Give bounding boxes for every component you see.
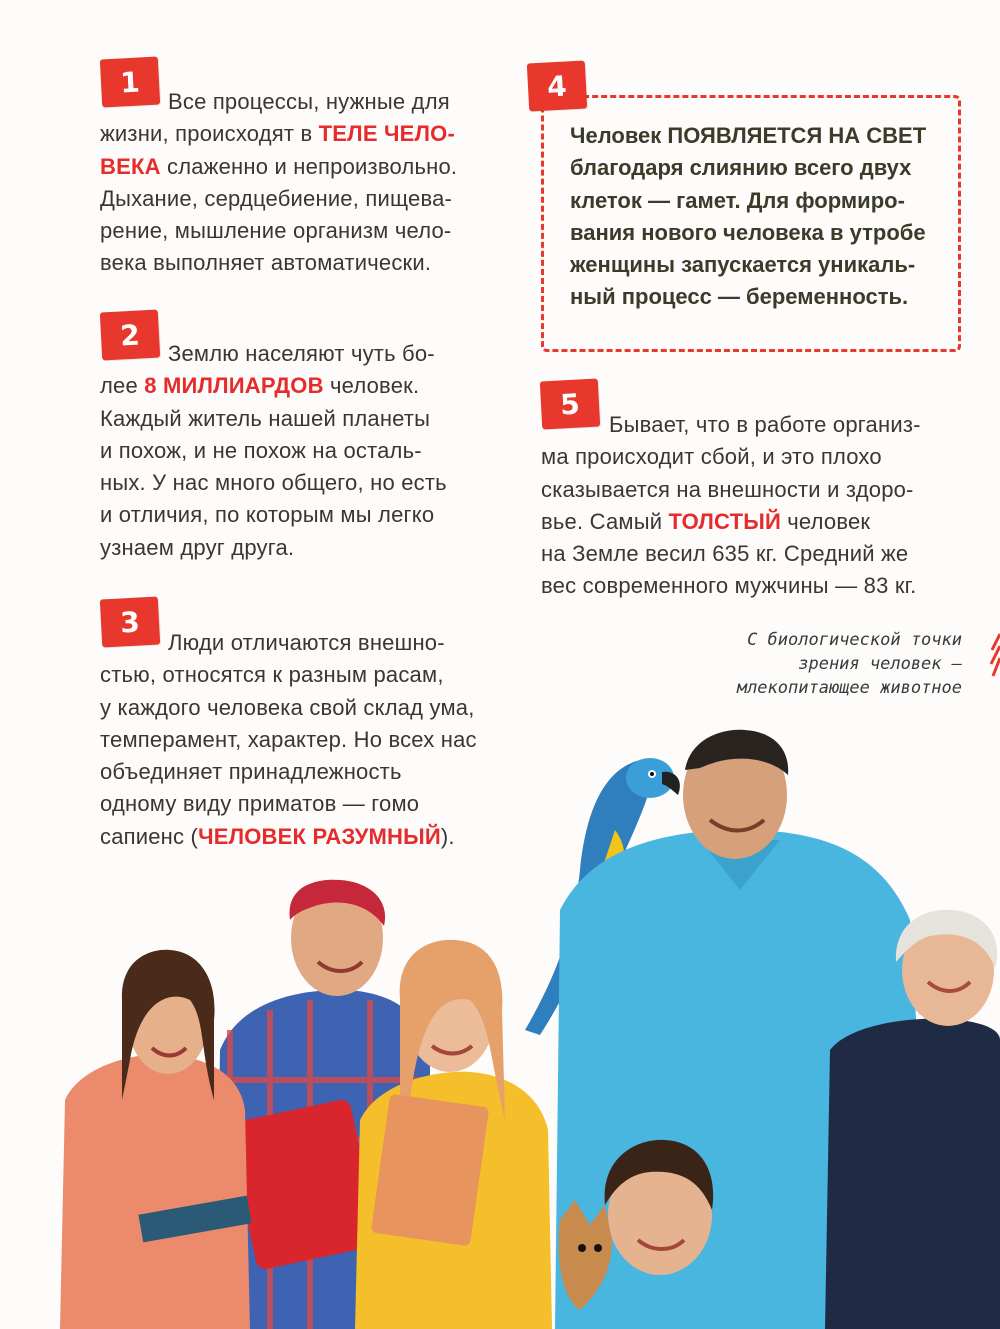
fact-text-segment: одному виду приматов — гомо — [100, 791, 420, 817]
fact-text-segment: сапиенс ( — [100, 823, 199, 849]
caption-line: млекопитающее животное — [736, 678, 962, 698]
highlighted-term: ТОЛСТЫЙ — [668, 508, 781, 534]
fact-3-number-badge: 3 — [100, 597, 160, 648]
fact-5-text — [541, 409, 921, 603]
fact-text-segment: вье. Самый — [541, 508, 669, 534]
fact-text-segment: вес современного мужчины — 83 кг. — [541, 573, 917, 599]
fact-4-line — [570, 185, 926, 217]
page-edge-mark — [988, 632, 1000, 682]
fact-text-segment: и похож, и не похож на осталь- — [100, 437, 422, 463]
fact-5-line — [541, 474, 921, 506]
fact-text-segment: сказывается на внешности и здоро- — [541, 476, 914, 502]
fact-4-line — [570, 249, 926, 281]
fact-text-segment: у каждого человека свой склад ума, — [100, 694, 475, 720]
fact-text-segment: темперамент, характер. Но всех нас — [100, 726, 477, 752]
fact-1-line — [100, 151, 457, 183]
fact-text-segment: Дыхание, сердцебиение, пищева- — [100, 185, 453, 211]
fact-4-line — [570, 120, 926, 152]
teen-girl-coral-top-figure — [60, 950, 252, 1329]
fact-1-text — [100, 86, 457, 280]
people-group-photo — [0, 700, 1000, 1329]
fact-5-number-badge: 5 — [540, 379, 600, 430]
fact-text-segment: лее — [100, 373, 145, 399]
fact-5-line — [541, 441, 921, 473]
fact-text-segment: ных. У нас много общего, но есть — [100, 470, 447, 496]
fact-text-segment: и отличия, по которым мы легко — [100, 502, 435, 528]
fact-text-segment: вания нового человека в утробе — [570, 219, 926, 245]
fact-text-segment: рение, мышление организм чело- — [100, 218, 452, 244]
fact-text-segment: Землю населяют чуть бо- — [168, 341, 435, 366]
fact-1-line — [100, 86, 457, 118]
caption-line: зрения человек — — [798, 654, 962, 674]
fact-text-segment: на Земле весил 635 кг. Средний же — [541, 541, 909, 567]
fact-2-number-badge: 2 — [100, 310, 160, 361]
fact-text-segment: ма происходит сбой, и это плохо — [541, 444, 882, 470]
fact-text-segment: объединяет принадлежность — [100, 759, 402, 785]
fact-text-segment: благодаря слиянию всего двух — [570, 155, 912, 181]
fact-1-line — [100, 118, 457, 150]
fact-3-line — [100, 659, 477, 691]
fact-2-line — [100, 403, 447, 435]
fact-1-line — [100, 215, 457, 247]
caption-line: С биологической точки — [747, 630, 962, 650]
fact-text-segment: слаженно и непроизвольно. — [160, 153, 458, 179]
fact-text-segment: Каждый житель нашей планеты — [100, 405, 431, 431]
fact-3-line — [100, 627, 477, 659]
fact-2-line — [100, 338, 447, 370]
fact-text-segment: узнаем друг друга. — [100, 534, 295, 560]
fact-5-line — [541, 538, 921, 570]
fact-4-text — [570, 120, 926, 314]
fact-text-segment: века выполняет автоматически. — [100, 250, 432, 276]
fact-text-segment: женщины запускается уникаль- — [570, 252, 916, 278]
fact-text-segment: клеток — гамет. Для формиро- — [570, 187, 905, 213]
fact-5-line — [541, 570, 921, 602]
fact-1-line — [100, 183, 457, 215]
fact-4-line — [570, 217, 926, 249]
fact-2-line — [100, 467, 447, 499]
fact-text-segment: человек. — [323, 373, 420, 399]
fact-4-number-badge: 4 — [527, 61, 587, 112]
fact-text-segment: Люди отличаются внешно- — [168, 630, 445, 655]
fact-4-line — [570, 152, 926, 184]
fact-2-line — [100, 435, 447, 467]
highlighted-term: ТЕЛЕ ЧЕЛО- — [318, 121, 456, 147]
fact-4-line — [570, 281, 926, 313]
fact-text-segment: Все процессы, нужные для — [168, 89, 450, 114]
fact-1-line — [100, 247, 457, 279]
fact-2-line — [100, 499, 447, 531]
highlighted-term: ВЕКА — [100, 153, 161, 179]
photo-caption — [737, 628, 962, 700]
fact-1-number-badge: 1 — [100, 57, 160, 108]
fact-text-segment: Человек ПОЯВЛЯЕТСЯ НА СВЕТ — [570, 123, 927, 148]
fact-2-line — [100, 532, 447, 564]
fact-text-segment: Бывает, что в работе организ- — [609, 412, 921, 437]
fact-5-line — [541, 409, 921, 441]
highlighted-term: ЧЕЛОВЕК РАЗУМНЫЙ — [198, 823, 441, 849]
fact-text-segment: жизни, происходят в — [100, 121, 319, 147]
fact-5-line — [541, 506, 921, 538]
fact-2-line — [100, 370, 447, 402]
fact-text-segment: стью, относятся к разным расам, — [100, 662, 444, 688]
fact-text-segment: ный процесс — беременность. — [570, 284, 909, 310]
highlighted-term: 8 МИЛЛИАРДОВ — [144, 373, 324, 399]
fact-2-text — [100, 338, 447, 564]
fact-text-segment: человек — [780, 508, 871, 534]
fact-text-segment: ). — [440, 823, 455, 849]
